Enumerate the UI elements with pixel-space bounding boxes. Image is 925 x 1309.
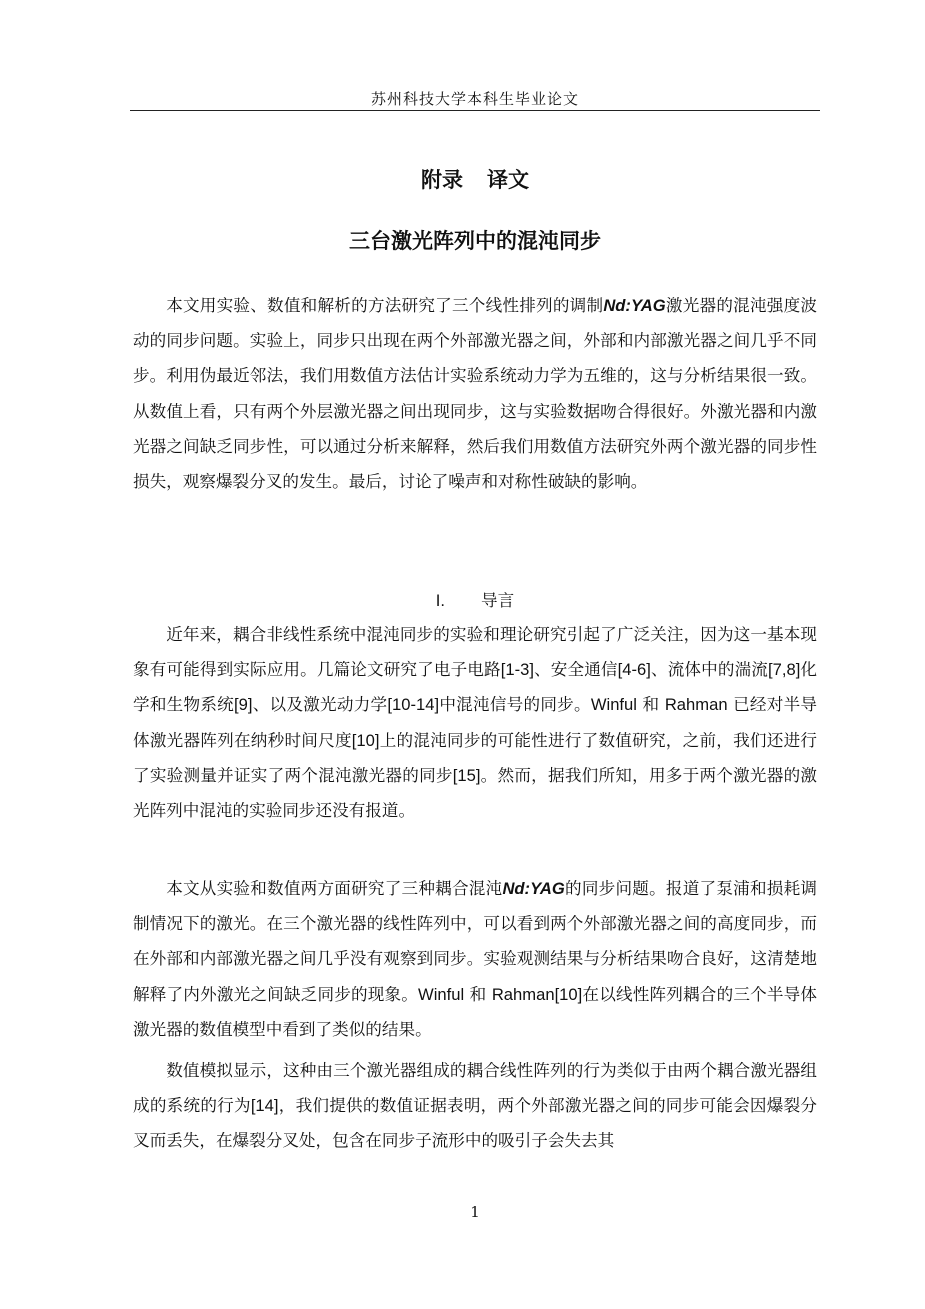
author-name: Winful [590,695,637,715]
citation: [10] [554,984,583,1004]
citation: [10-14] [387,695,440,715]
citation: [14] [250,1096,279,1116]
page-number: 1 [470,1203,480,1221]
author-name: Winful [418,984,465,1004]
translation-label: 译文 [487,168,529,192]
nd-yag-term: Nd:YAG [502,879,565,898]
section-number: I. [435,591,446,610]
citation: [10] [351,730,380,750]
abstract-paragraph: 本文用实验、数值和解析的方法研究了三个线性排列的调制Nd:YAG激光器的混沌强度波动的同步问题。实验上，同步只出现在两个外部激光器之间，外部和内部激光器之间几乎不同步。利用伪最近邻法，我们用数值方法估计实验系统动力学为五维的，这与分析结果很一致。从数值上看，只有两个外层激光器之间出现同步，这与实验数据吻合得很好。外激光器和内激光器之间缺乏同步性，可以通过分析来解释，然后我们用数值方法研究外两个激光器的同步性损失，观察爆裂分叉的发生。最后，讨论了噪声和对称性破缺的影响。 [133,296,817,492]
intro-paragraph-1: 近年来，耦合非线性系统中混沌同步的实验和理论研究引起了广泛关注，因为这一基本现象有可能得到实际应用。几篇论文研究了电子电路[1-3]、安全通信[4-6]、流体中的湍流[7,8]化学和生物系统[9]、以及激光动力学[10-14]中混沌信号的同步。Winful 和 Rahman 已经对半导体激光器阵列在纳秒时间尺度[10]上的混沌同步的可能性进行了数值研究，之前，我们还进行了实验测量并证实了两个混沌激光器的同步[15]。然而，据我们所知，用多于两个激光器的激光阵列中混沌的实验同步还没有报道。 [133,625,818,821]
intro-paragraph-3: 数值模拟显示，这种由三个激光器组成的耦合线性阵列的行为类似于由两个耦合激光器组成的系统的行为[14]，我们提供的数值证据表明，两个外部激光器之间的同步可能会因爆裂分叉而丢失，在爆裂分叉处，包含在同步子流形中的吸引子会失去其 [133,1061,818,1151]
header-divider [130,110,820,111]
citation: [9] [234,695,253,715]
citation: [7,8] [768,660,801,680]
nd-yag-term: Nd:YAG [603,296,666,315]
citation: [15] [452,765,481,785]
author-name: Rahman [664,695,728,715]
section-heading-introduction [130,587,820,611]
appendix-label: 附录 [421,168,463,192]
section-title: 导言 [481,591,515,610]
running-header: 苏州科技大学本科生毕业论文 [370,90,579,108]
author-name: Rahman [491,984,555,1004]
appendix-title [130,164,820,194]
intro-paragraph-2: 本文从实验和数值两方面研究了三种耦合混沌Nd:YAG的同步问题。报道了泵浦和损耗调制情况下的激光。在三个激光器的线性阵列中，可以看到两个外部激光器之间的高度同步，而在外部和内部激光器之间几乎没有观察到同步。实验观测结果与分析结果吻合良好，这清楚地解释了内外激光之间缺乏同步的现象。Winful 和 Rahman[10]在以线性阵列耦合的三个半导体激光器的数值模型中看到了类似的结果。 [133,879,817,1039]
citation: [1-3] [500,660,534,680]
paper-title: 三台激光阵列中的混沌同步 [349,229,601,253]
citation: [4-6] [617,660,651,680]
